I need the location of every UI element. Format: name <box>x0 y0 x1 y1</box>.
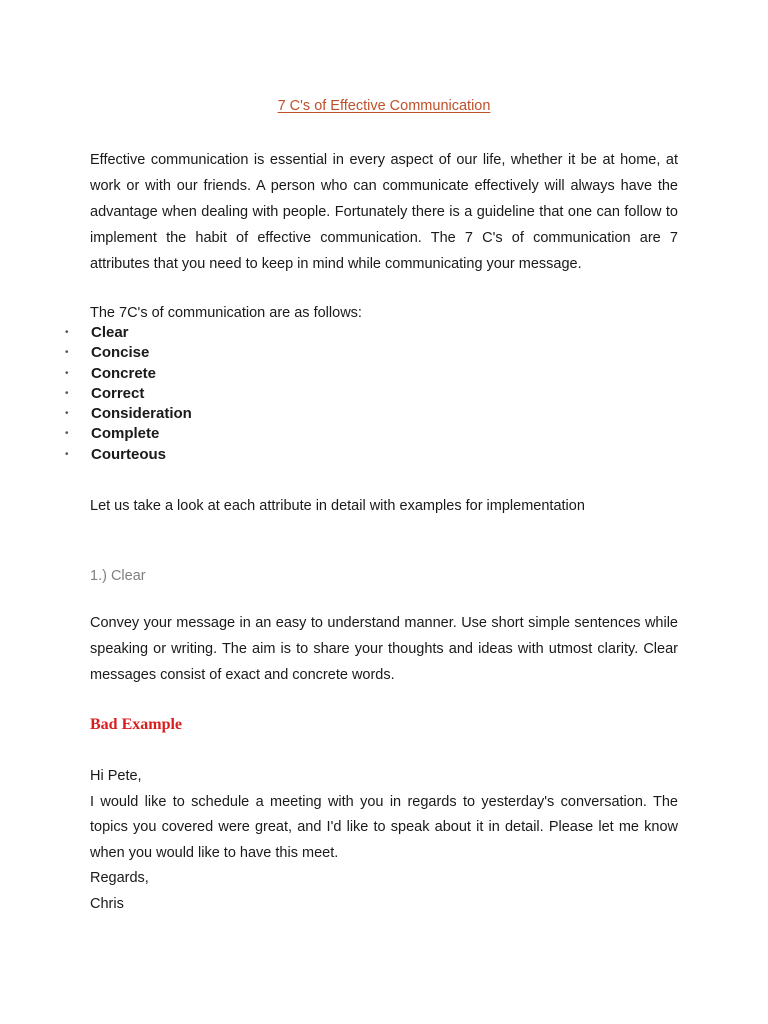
list-item-label: Clear <box>91 324 129 341</box>
bullet-icon: • <box>65 347 69 359</box>
list-item <box>0 384 192 404</box>
bullet-icon: • <box>65 367 69 379</box>
bullet-icon: • <box>65 408 69 420</box>
list-item <box>0 445 192 465</box>
bullet-icon: • <box>65 428 69 440</box>
section-paragraph: Convey your message in an easy to understand manner. Use short simple sentences while speaking or writing. The aim is to share your thoughts and ideas with utmost clarity. Clear messages consist of exact and concrete words. <box>90 615 678 683</box>
list-intro: The 7C's of communication are as follows: <box>90 305 362 321</box>
list-item-label: Concise <box>91 344 150 362</box>
bullet-icon: • <box>65 448 69 460</box>
list-item <box>0 323 192 343</box>
list-item-label: Correct <box>91 384 145 402</box>
intro-paragraph: Effective communication is essential in every aspect of our life, whether it be at home, at work or with our friends. A person who can communicate effectively will always have the advantage when dealing with people. Fortunately there is a guideline that one can follow to implement the habit of effective communication. The 7 C's of communication are 7 attributes that you need to keep in mind while communicating your message. <box>90 152 678 272</box>
list-item-label: Consideration <box>91 405 192 423</box>
seven-cs-list <box>0 323 192 465</box>
list-item-label: Complete <box>91 425 160 443</box>
list-item-label: Concrete <box>91 364 157 382</box>
list-item <box>0 424 192 444</box>
example-letter <box>90 764 678 917</box>
letter-greeting: Hi Pete, <box>90 768 142 784</box>
list-item <box>0 364 192 384</box>
bad-example-label: Bad Example <box>90 716 183 733</box>
letter-signature: Chris <box>90 895 124 912</box>
section-heading-clear: 1.) Clear <box>90 568 146 584</box>
bullet-icon: • <box>65 387 69 399</box>
list-item <box>0 343 192 363</box>
document-title: 7 C's of Effective Communication <box>277 98 491 114</box>
list-item-label: Courteous <box>91 445 166 463</box>
list-item <box>0 404 192 424</box>
look-line: Let us take a look at each attribute in detail with examples for implementation <box>90 498 585 514</box>
letter-closing: Regards, <box>90 870 149 886</box>
letter-body: I would like to schedule a meeting with you in regards to yesterday's conversation. The topics you covered were great, and I'd like to speak about it in detail. Please let me know when you would like to have this meet. <box>90 793 678 861</box>
bullet-icon: • <box>65 327 69 338</box>
